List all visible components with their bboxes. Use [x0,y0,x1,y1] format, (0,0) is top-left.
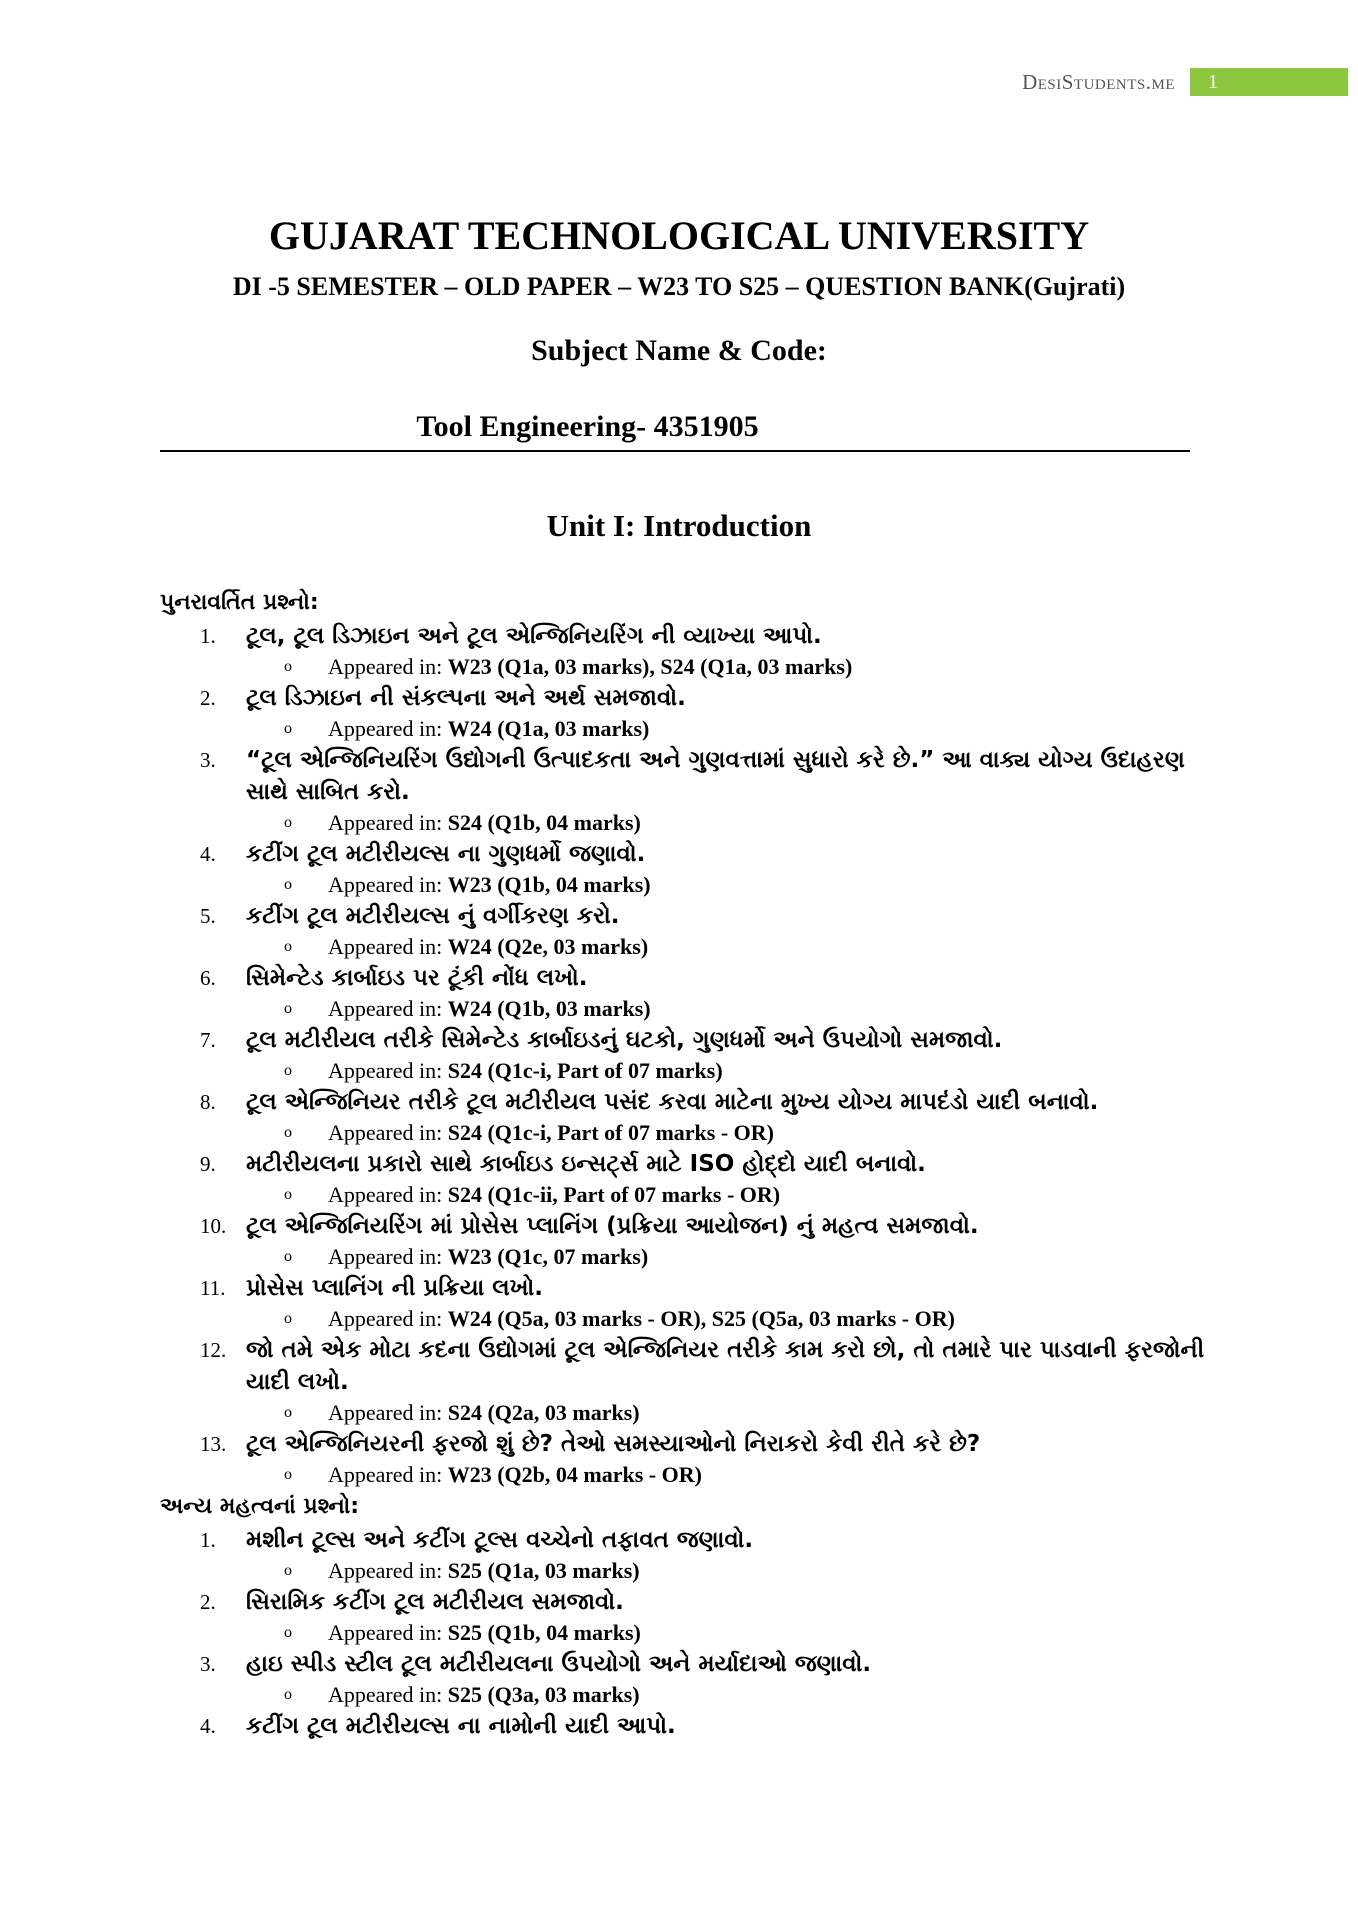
appeared-label: Appeared in: [328,1058,448,1083]
question-number: 2. [200,686,216,710]
question-text: કટીંગ ટૂલ મટીરીયલ્સ ના નામોની યાદી આપો. [246,1713,676,1739]
question-text: મશીન ટૂલ્સ અને કટીંગ ટૂલ્સ વચ્ચેનો તફાવત જણાવો. [246,1527,754,1553]
question-text: કટીંગ ટૂલ મટીરીયલ્સ નું વર્ગીકરણ કરો. [246,903,620,929]
appeared-in-line [160,870,1210,900]
appeared-value: S24 (Q1c-i, Part of 07 marks - OR) [447,1120,775,1145]
subject-label: Subject Name & Code: [531,334,827,367]
appeared-value: W24 (Q5a, 03 marks - OR), S25 (Q5a, 03 marks - OR) [447,1306,955,1331]
question-item [160,744,1210,808]
question-list [160,1524,1210,1742]
appeared-label: Appeared in: [328,1244,448,1269]
question-item [160,838,1210,870]
appeared-label: Appeared in: [328,1400,448,1425]
appeared-label: Appeared in: [328,1682,448,1707]
appeared-in-line [160,1556,1210,1586]
question-item [160,1710,1210,1742]
appeared-value: W24 (Q1b, 03 marks) [447,996,651,1021]
question-number: 6. [200,966,216,990]
question-item [160,1648,1210,1680]
appeared-in-line [160,1398,1210,1428]
appeared-value: W23 (Q1c, 07 marks) [447,1244,649,1269]
question-number: 9. [200,1152,216,1176]
question-item [160,682,1210,714]
question-text: ટૂલ એન્જિનિયરિંગ માં પ્રોસેસ પ્લાનિંગ (પ્રક્રિયા આયોજન) નું મહત્વ સમજાવો. [246,1213,979,1239]
question-number: 10. [200,1214,227,1238]
question-number: 3. [200,748,216,772]
question-number: 13. [200,1432,227,1456]
appeared-in-line [160,1180,1210,1210]
page-number-badge: 1 [1190,68,1348,96]
appeared-value: S25 (Q1a, 03 marks) [447,1558,640,1583]
question-number: 3. [200,1652,216,1676]
subject-name: Tool Engineering- 4351905 [160,410,1190,452]
circle-bullet-icon: o [284,938,292,955]
question-item [160,1210,1210,1242]
appeared-in-line [160,1680,1210,1710]
question-number: 2. [200,1590,216,1614]
appeared-in-line [160,994,1210,1024]
appeared-in-line [160,808,1210,838]
circle-bullet-icon: o [284,1404,292,1421]
circle-bullet-icon: o [284,720,292,737]
question-text: સિમેન્ટેડ કાર્બાઇડ પર ટૂંકી નોંધ લખો. [246,965,588,991]
question-number: 1. [200,1528,216,1552]
question-item [160,1524,1210,1556]
appeared-label: Appeared in: [328,934,448,959]
question-number: 4. [200,1714,216,1738]
question-number: 8. [200,1090,216,1114]
question-item [160,1586,1210,1618]
question-item [160,1272,1210,1304]
document-subtitle: DI -5 SEMESTER – OLD PAPER – W23 TO S25 – QUESTION BANK(Gujrati) [232,272,1126,301]
appeared-in-line [160,652,1210,682]
question-text: ટૂલ એન્જિનિયર તરીકે ટૂલ મટીરીયલ પસંદ કરવા માટેના મુખ્ય યોગ્ય માપદંડો યાદી બનાવો. [246,1089,1099,1115]
question-item [160,1086,1210,1118]
circle-bullet-icon: o [284,1466,292,1483]
question-list [160,620,1210,1490]
section-heading: અન્ય મહત્વનાં પ્રશ્નો: [160,1494,360,1519]
circle-bullet-icon: o [284,1562,292,1579]
appeared-label: Appeared in: [328,654,448,679]
appeared-value: W23 (Q1a, 03 marks), S24 (Q1a, 03 marks) [447,654,853,679]
question-number: 1. [200,624,216,648]
appeared-value: S24 (Q1c-i, Part of 07 marks) [447,1058,723,1083]
document-title: GUJARAT TECHNOLOGICAL UNIVERSITY [268,213,1090,258]
circle-bullet-icon: o [284,1000,292,1017]
section-heading: પુનરાવર્તિત પ્રશ્નો: [160,590,319,615]
question-content [160,586,1210,1742]
appeared-value: W24 (Q1a, 03 marks) [447,716,650,741]
appeared-in-line [160,1056,1210,1086]
question-item [160,900,1210,932]
question-text: કટીંગ ટૂલ મટીરીયલ્સ ના ગુણધર્મો જણાવો. [246,841,646,867]
question-item [160,962,1210,994]
question-text: જો તમે એક મોટા કદના ઉદ્યોગમાં ટૂલ એન્જિનિયર તરીકે કામ કરો છો, તો તમારે પાર પાડવાની ફરજોની યાદી લખો. [246,1337,1205,1395]
question-text: મટીરીયલના પ્રકારો સાથે કાર્બાઇડ ઇન્સર્ટ્સ માટે ISO હોદ્દો યાદી બનાવો. [246,1151,926,1177]
circle-bullet-icon: o [284,1186,292,1203]
appeared-value: W23 (Q2b, 04 marks - OR) [447,1462,702,1487]
site-name: DesiStudents.me [1022,70,1175,94]
circle-bullet-icon: o [284,1124,292,1141]
appeared-value: S24 (Q2a, 03 marks) [447,1400,640,1425]
circle-bullet-icon: o [284,1624,292,1641]
question-number: 5. [200,904,216,928]
appeared-label: Appeared in: [328,1620,448,1645]
appeared-value: S25 (Q3a, 03 marks) [447,1682,640,1707]
circle-bullet-icon: o [284,876,292,893]
circle-bullet-icon: o [284,1686,292,1703]
appeared-value: S24 (Q1b, 04 marks) [447,810,641,835]
question-item [160,1334,1210,1398]
question-text: પ્રોસેસ પ્લાનિંગ ની પ્રક્રિયા લખો. [246,1275,544,1301]
appeared-in-line [160,932,1210,962]
question-text: ટૂલ ડિઝાઇન ની સંકલ્પના અને અર્થ સમજાવો. [246,685,686,711]
appeared-label: Appeared in: [328,872,448,897]
appeared-in-line [160,1460,1210,1490]
question-item [160,1428,1210,1460]
question-number: 7. [200,1028,216,1052]
question-text: ટૂલ, ટૂલ ડિઝાઇન અને ટૂલ એન્જિનિયરિંગ ની વ્યાખ્યા આપો. [246,623,822,649]
appeared-label: Appeared in: [328,1306,448,1331]
question-item [160,620,1210,652]
question-item [160,1148,1210,1180]
question-number: 4. [200,842,216,866]
appeared-value: S24 (Q1c-ii, Part of 07 marks - OR) [447,1182,781,1207]
appeared-label: Appeared in: [328,716,448,741]
appeared-label: Appeared in: [328,1558,448,1583]
appeared-label: Appeared in: [328,1182,448,1207]
appeared-value: W23 (Q1b, 04 marks) [447,872,651,897]
question-text: ટૂલ મટીરીયલ તરીકે સિમેન્ટેડ કાર્બાઇડનું ઘટકો, ગુણધર્મો અને ઉપયોગો સમજાવો. [246,1027,1003,1053]
circle-bullet-icon: o [284,1310,292,1327]
question-text: ટૂલ એન્જિનિયરની ફરજો શું છે? તેઓ સમસ્યાઓનો નિરાકરો કેવી રીતે કરે છે? [246,1431,981,1457]
question-item [160,1024,1210,1056]
appeared-label: Appeared in: [328,996,448,1021]
appeared-label: Appeared in: [328,1120,448,1145]
appeared-in-line [160,1118,1210,1148]
unit-title: Unit I: Introduction [546,508,812,543]
circle-bullet-icon: o [284,1248,292,1265]
appeared-label: Appeared in: [328,810,448,835]
question-text: સિરામિક કટીંગ ટૂલ મટીરીયલ સમજાવો. [246,1589,624,1615]
question-text: “ટૂલ એન્જિનિયરિંગ ઉદ્યોગની ઉત્પાદકતા અને ગુણવત્તામાં સુધારો કરે છે.” આ વાક્ય યોગ્ય ઉદાહરણ સાથે સાબિત કરો. [246,747,1185,805]
question-number: 11. [200,1276,226,1300]
circle-bullet-icon: o [284,658,292,675]
circle-bullet-icon: o [284,814,292,831]
appeared-in-line [160,1304,1210,1334]
appeared-in-line [160,1242,1210,1272]
appeared-in-line [160,714,1210,744]
circle-bullet-icon: o [284,1062,292,1079]
appeared-value: W24 (Q2e, 03 marks) [447,934,649,959]
appeared-in-line [160,1618,1210,1648]
question-text: હાઇ સ્પીડ સ્ટીલ ટૂલ મટીરીયલના ઉપયોગો અને મર્યાદાઓ જણાવો. [246,1651,872,1677]
appeared-value: S25 (Q1b, 04 marks) [447,1620,641,1645]
question-number: 12. [200,1338,227,1362]
appeared-label: Appeared in: [328,1462,448,1487]
